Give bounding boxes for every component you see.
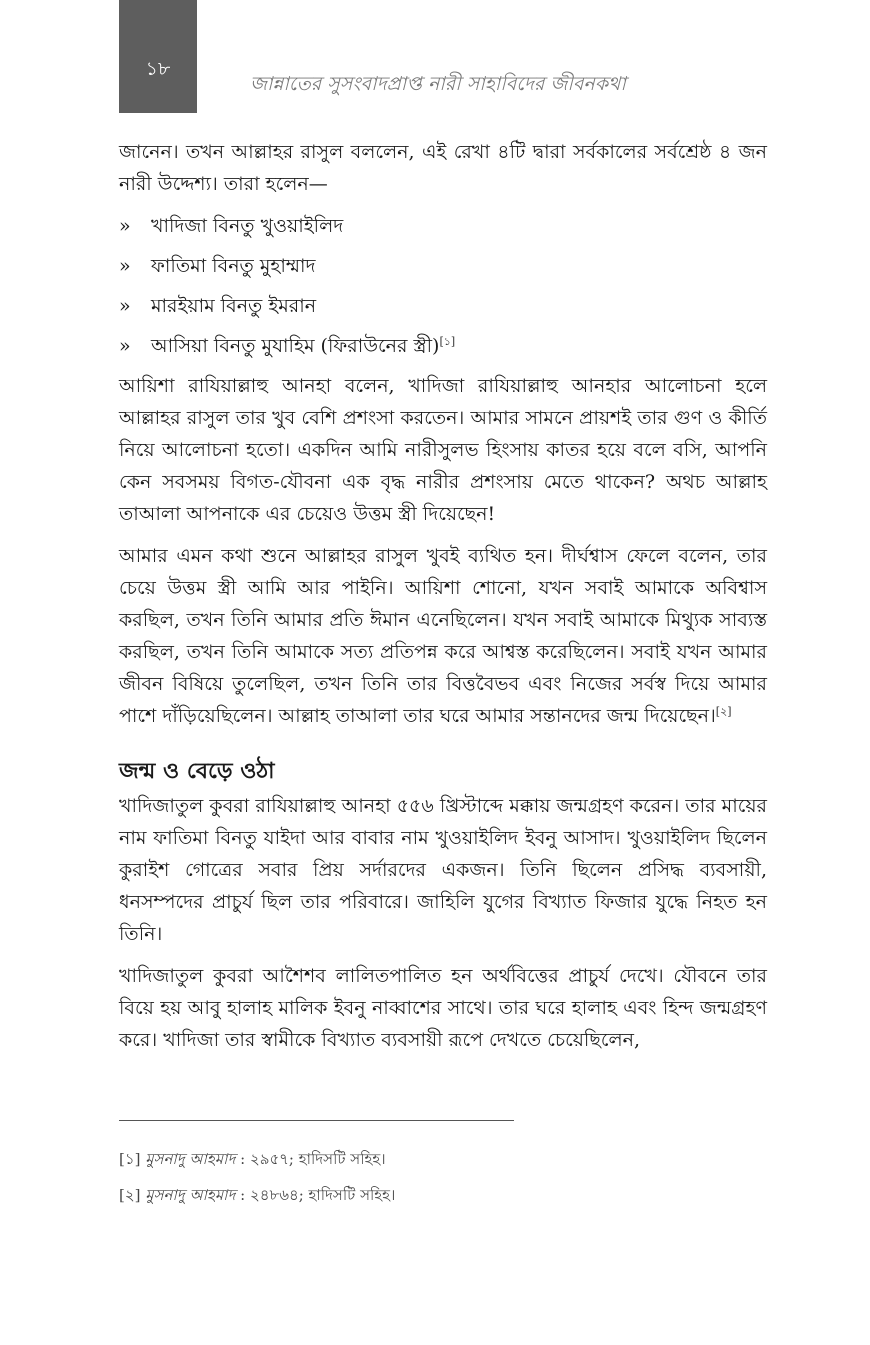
footnote-detail: : ২৪৮৬৪; হাদিসটি সহিহ। (240, 1186, 396, 1204)
list-item (119, 210, 767, 242)
footnote-mark: [২] (119, 1186, 141, 1204)
women-list (119, 210, 767, 362)
list-item-text: ফাতিমা বিনতু মুহাম্মাদ (151, 255, 316, 277)
list-item-text: মারইয়াম বিনতু ইমরান (151, 295, 317, 317)
list-item (119, 330, 767, 362)
footnote-2 (119, 1182, 395, 1208)
main-text (119, 136, 767, 1056)
list-item-text: খাদিজা বিনতু খুওয়াইলিদ (151, 215, 344, 237)
footnote-detail: : ২৯৫৭; হাদিসটি সহিহ। (240, 1150, 386, 1168)
footnote-1 (119, 1146, 395, 1172)
paragraph-3: খাদিজাতুল কুবরা রাযিয়াল্লাহু আনহা ৫৫৬ খ্রিস্টাব্দে মক্কায় জন্মগ্রহণ করেন। তার মায়ের নাম ফাতিমা বিনতু যাইদা আর বাবার নাম খুওয়াইলিদ ইবনু আসাদ। খুওয়াইলিদ ছিলেন কুরাইশ গোত্রের সবার প্রিয় সর্দারদের একজন। তিনি ছিলেন প্রসিদ্ধ ব্যবসায়ী, ধনসম্পদের প্রাচুর্য ছিল তার পরিবারে। জাহিলি যুগের বিখ্যাত ফিজার যুদ্ধে নিহত হন তিনি। (119, 795, 767, 945)
running-title: জান্নাতের সুসংবাদপ্রাপ্ত নারী সাহাবিদের জীবনকথা (250, 73, 626, 95)
bullet-marker: » (119, 295, 131, 317)
list-item-text: আসিয়া বিনতু মুযাহিম (ফিরাউনের স্ত্রী) (151, 335, 440, 357)
footnote-source: মুসনাদু আহমাদ (145, 1186, 236, 1204)
footnote-source: মুসনাদু আহমাদ (145, 1150, 236, 1168)
bullet-marker: » (119, 335, 131, 357)
page-number: ১৮ (145, 57, 171, 80)
footnote-ref-1[interactable]: [১] (439, 335, 456, 348)
page-number-tab (119, 0, 197, 113)
footnote-mark: [১] (119, 1150, 141, 1168)
footnote-divider (119, 1120, 514, 1121)
bullet-marker: » (119, 255, 131, 277)
paragraph-4: খাদিজাতুল কুবরা আশৈশব লালিতপালিত হন অর্থবিত্তের প্রাচুর্য দেখে। যৌবনে তার বিয়ে হয় আবু হালাহ মালিক ইবনু নাব্বাশের সাথে। তার ঘরে হালাহ এবং হিন্দ জন্মগ্রহণ করে। খাদিজা তার স্বামীকে বিখ্যাত ব্যবসায়ী রূপে দেখতে চেয়েছিলেন, (119, 965, 767, 1051)
list-item (119, 290, 767, 322)
list-item (119, 250, 767, 282)
intro-paragraph: জানেন। তখন আল্লাহর রাসুল বললেন, এই রেখা ৪টি দ্বারা সর্বকালের সর্বশ্রেষ্ঠ ৪ জন নারী উদ্দেশ্য। তারা হলেন— (119, 141, 767, 195)
paragraph-2 (119, 540, 767, 732)
paragraph-1: আয়িশা রাযিয়াল্লাহু আনহা বলেন, খাদিজা রাযিয়াল্লাহু আনহার আলোচনা হলে আল্লাহর রাসুল তার খুব বেশি প্রশংসা করতেন। আমার সামনে প্রায়শই তার গুণ ও কীর্তি নিয়ে আলোচনা হতো। একদিন আমি নারীসুলভ হিংসায় কাতর হয়ে বলে বসি, আপনি কেন সবসময় বিগত-যৌবনা এক বৃদ্ধ নারীর প্রশংসায় মেতে থাকেন? অথচ আল্লাহ তাআলা আপনাকে এর চেয়েও উত্তম স্ত্রী দিয়েছেন! (119, 375, 767, 525)
bullet-marker: » (119, 215, 131, 237)
paragraph-2-text: আমার এমন কথা শুনে আল্লাহর রাসুল খুবই ব্যথিত হন। দীর্ঘশ্বাস ফেলে বলেন, তার চেয়ে উত্তম স্ত্রী আমি আর পাইনি। আয়িশা শোনো, যখন সবাই আমাকে অবিশ্বাস করছিল, তখন তিনি আমার প্রতি ঈমান এনেছিলেন। যখন সবাই আমাকে মিথ্যুক সাব্যস্ত করছিল, তখন তিনি আমাকে সত্য প্রতিপন্ন করে আশ্বস্ত করেছিলেন। সবাই যখন আমার জীবন বিষিয়ে তুলেছিল, তখন তিনি তার বিত্তবৈভব এবং নিজের সর্বস্ব দিয়ে আমার পাশে দাঁড়িয়েছিলেন। আল্লাহ তাআলা তার ঘরে আমার সন্তানদের জন্ম দিয়েছেন। (119, 545, 767, 727)
section-heading: জন্ম ও বেড়ে ওঠা (119, 758, 275, 784)
footnotes (119, 1146, 395, 1218)
footnote-ref-2[interactable]: [২] (715, 705, 732, 718)
